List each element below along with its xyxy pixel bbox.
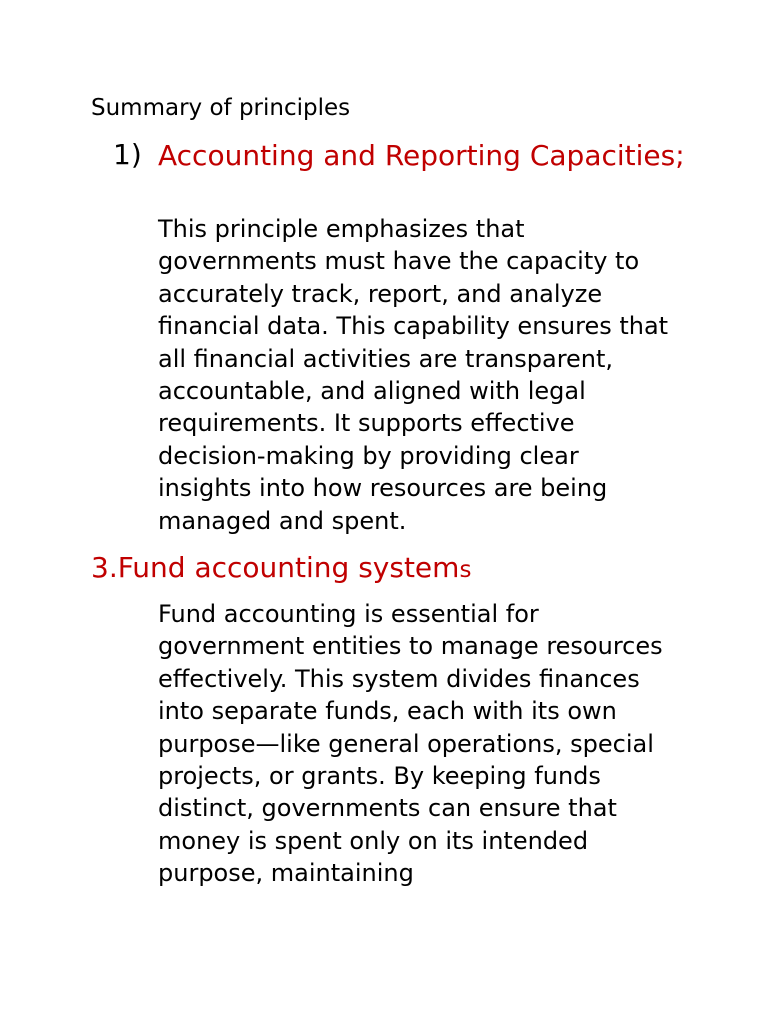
section-heading-accounting-reporting: Accounting and Reporting Capacities;	[158, 139, 685, 172]
section-body-fund-accounting: Fund accounting is essential for government entities to manage resources effectively. This system divides finances into separate funds, each with its own purpose—like general operations, special projects, or grants. By keeping funds distinct, governments can ensure that money is spent only on its intended purpose, maintaining	[158, 600, 663, 888]
document-title: Summary of principles	[91, 95, 351, 121]
section-heading-tail-text: s	[459, 557, 472, 583]
section-body-accounting-reporting: This principle emphasizes that governments must have the capacity to accurately track, report, and analyze financial data. This capability ensures that all financial activities are transparent, accountable, and aligned with legal requirements. It supports effective decision-making by providing clear insights into how resources are being managed and spent.	[158, 215, 669, 535]
section-heading-main-text: 3.Fund accounting system	[91, 551, 460, 584]
section-number: 1)	[113, 138, 142, 171]
section-heading-fund-accounting	[91, 550, 471, 588]
